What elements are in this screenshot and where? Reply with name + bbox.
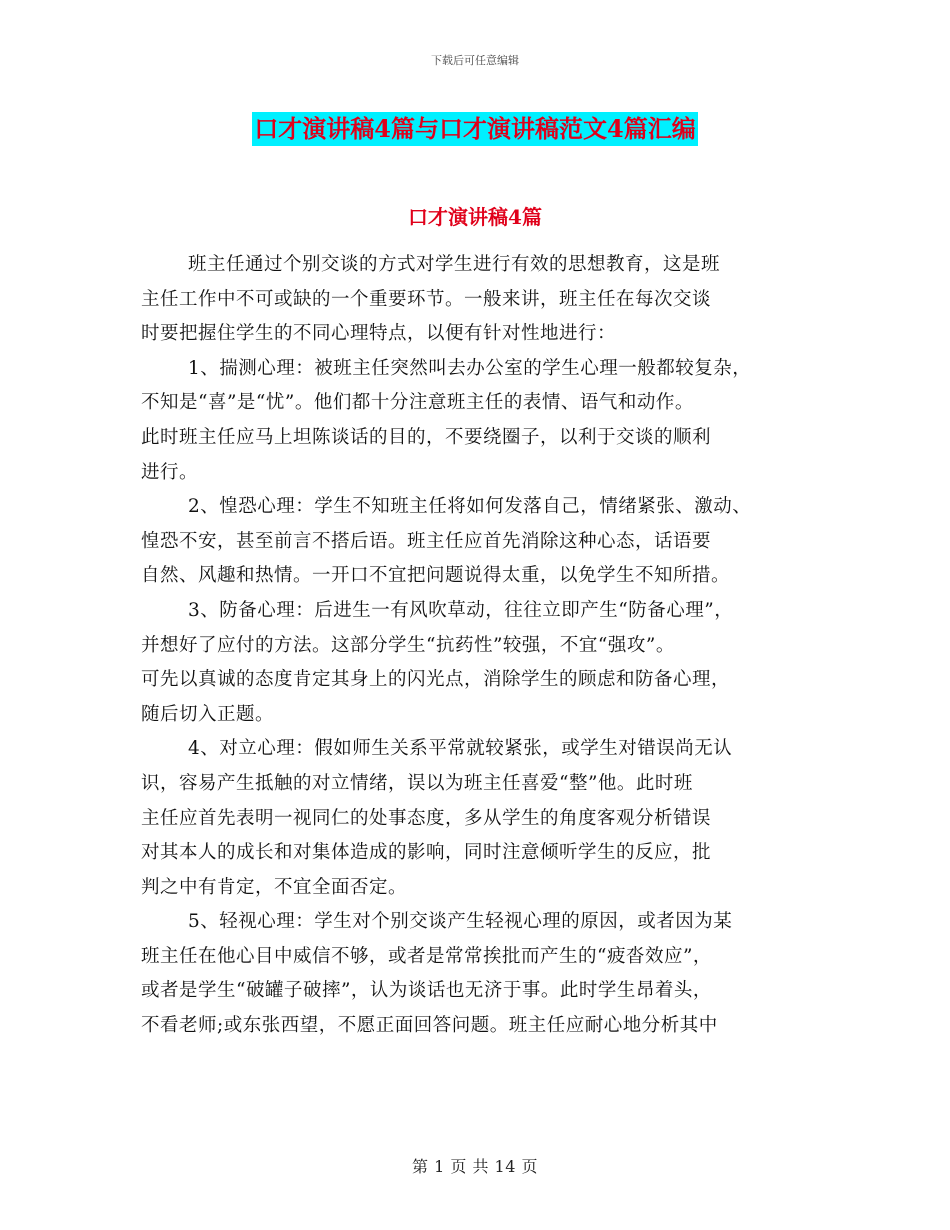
- section-title: 口才演讲稿4篇: [408, 205, 542, 229]
- body-line: 1、揣测心理：被班主任突然叫去办公室的学生心理一般都较复杂，: [188, 357, 752, 379]
- body-line: 此时班主任应马上坦陈谈话的目的，不要绕圈子，以利于交谈的顺利: [141, 426, 712, 448]
- main-title: 口才演讲稿4篇与口才演讲稿范文4篇汇编: [252, 112, 697, 146]
- body-text: [141, 248, 809, 1044]
- body-line: 2、惶恐心理：学生不知班主任将如何发落自己，情绪紧张、激动、: [188, 496, 752, 518]
- body-line: 随后切入正题。: [141, 703, 275, 725]
- body-line: 班主任在他心目中威信不够，或者是常常挨批而产生的“疲沓效应”，: [141, 945, 712, 967]
- body-line: 并想好了应付的方法。这部分学生“抗药性”较强，不宜“强攻”。: [141, 634, 675, 656]
- body-line: 识，容易产生抵触的对立情绪，误以为班主任喜爱“整”他。此时班: [141, 772, 693, 794]
- page-footer: 第 1 页 共 14 页: [412, 1157, 538, 1176]
- body-line: 惶恐不安，甚至前言不搭后语。班主任应首先消除这种心态，话语要: [141, 530, 712, 552]
- body-line: 或者是学生“破罐子破摔”，认为谈话也无济于事。此时学生昂着头，: [141, 980, 712, 1002]
- body-line: 5、轻视心理：学生对个别交谈产生轻视心理的原因，或者因为某: [188, 911, 733, 933]
- header-note: 下载后可任意编辑: [431, 54, 519, 67]
- body-line: 4、对立心理：假如师生关系平常就较紧张，或学生对错误尚无认: [188, 738, 733, 760]
- body-line: 时要把握住学生的不同心理特点，以便有针对性地进行：: [141, 323, 617, 345]
- body-line: 主任应首先表明一视同仁的处事态度，多从学生的角度客观分析错误: [141, 807, 712, 829]
- body-line: 进行。: [141, 461, 199, 483]
- body-line: 主任工作中不可或缺的一个重要环节。一般来讲，班主任在每次交谈: [141, 288, 712, 310]
- body-line: 可先以真诚的态度肯定其身上的闪光点，消除学生的顾虑和防备心理，: [141, 669, 731, 691]
- body-line: 不看老师;或东张西望，不愿正面回答问题。班主任应耐心地分析其中: [141, 1015, 718, 1037]
- body-line: 自然、风趣和热情。一开口不宜把问题说得太重，以免学生不知所措。: [141, 565, 731, 587]
- body-line: 3、防备心理：后进生一有风吹草动，往往立即产生“防备心理”，: [188, 599, 734, 621]
- body-line: 班主任通过个别交谈的方式对学生进行有效的思想教育，这是班: [188, 254, 721, 275]
- main-title-container: [0, 112, 950, 146]
- body-line: 不知是“喜”是“忧”。他们都十分注意班主任的表情、语气和动作。: [141, 392, 694, 414]
- body-line: 对其本人的成长和对集体造成的影响，同时注意倾听学生的反应，批: [141, 842, 712, 864]
- body-line: 判之中有肯定，不宜全面否定。: [141, 876, 408, 898]
